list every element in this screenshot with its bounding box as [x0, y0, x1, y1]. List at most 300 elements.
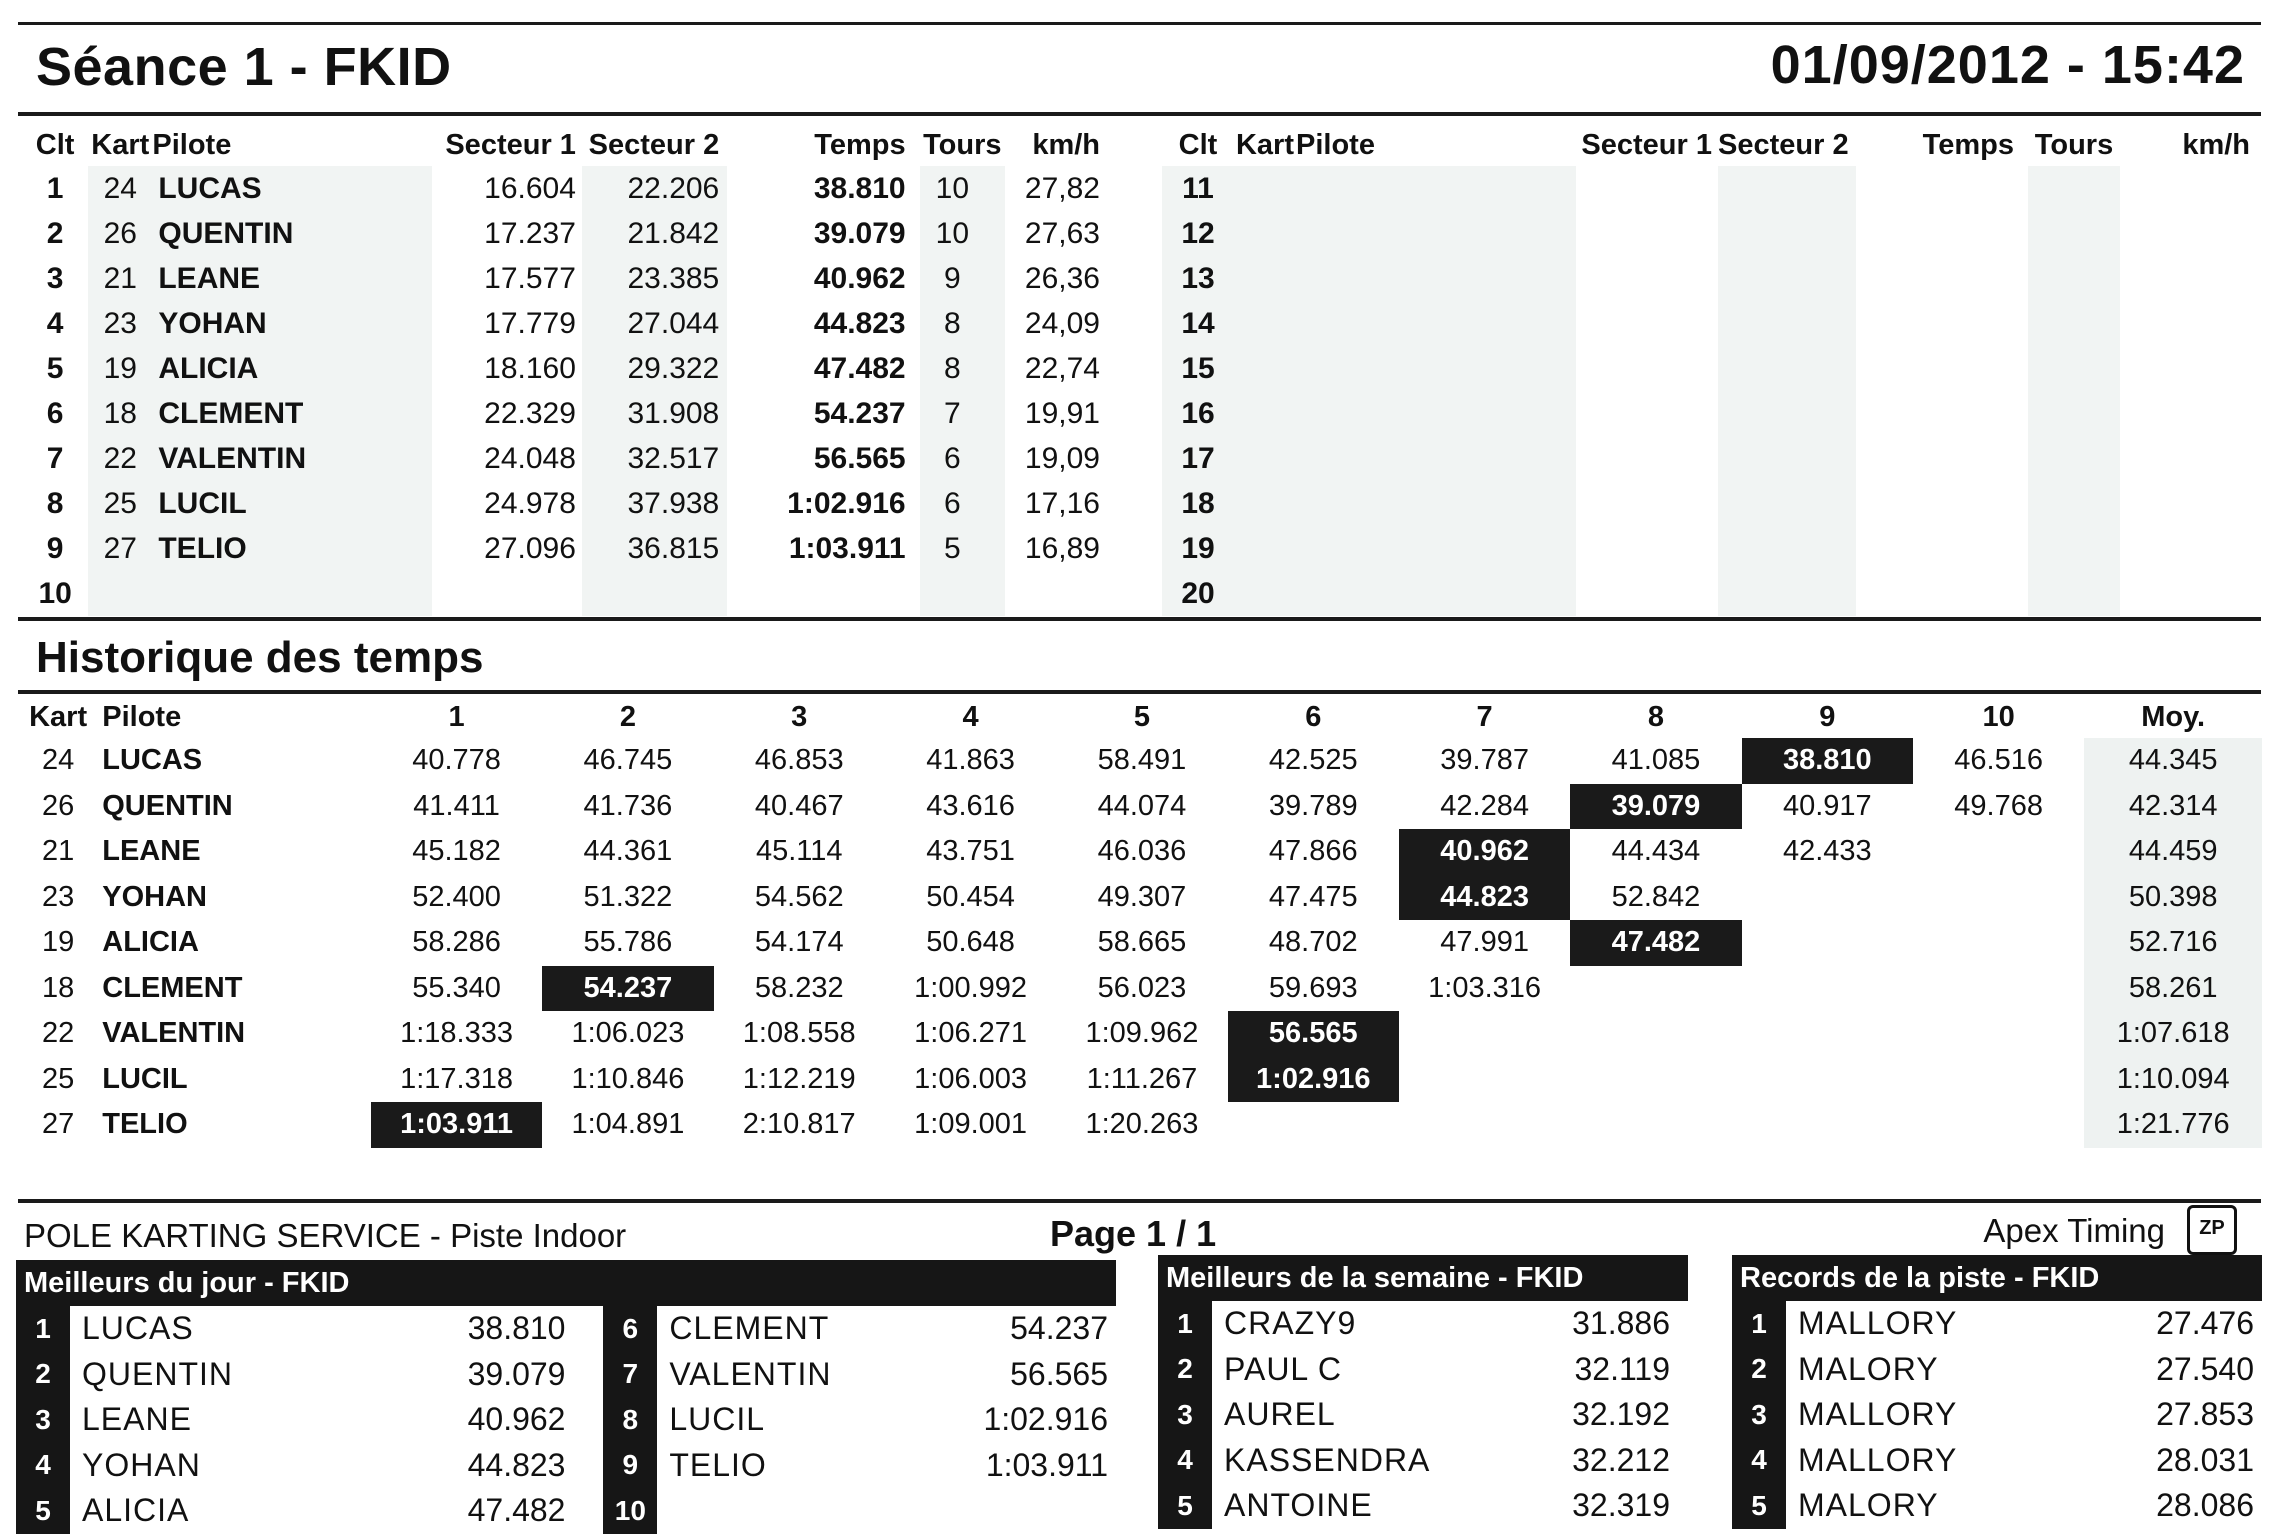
- history-pilot: CLEMENT: [102, 971, 243, 1004]
- result-speed: 26,36: [1024, 261, 1100, 295]
- history-lap: [1742, 1102, 1913, 1148]
- history-lap: [1399, 1057, 1570, 1103]
- history-lap: 47.991: [1440, 926, 1529, 959]
- history-kart: 27: [41, 1108, 75, 1141]
- result-sector1: 27.096: [484, 531, 576, 565]
- rank-badge: 2: [16, 1352, 70, 1398]
- result-rank: 20: [1162, 571, 1234, 616]
- history-col-lap: 1: [448, 700, 465, 733]
- history-lap: 1:12.219: [742, 1062, 856, 1095]
- best-week-row: [1158, 1301, 1678, 1347]
- result-time: 44.823: [813, 306, 906, 340]
- result-time: 38.810: [813, 171, 906, 205]
- result-row: [22, 391, 1112, 436]
- history-col-kart: Kart: [29, 700, 88, 733]
- history-lap: 1:06.003: [914, 1062, 1028, 1095]
- result-laps: 6: [920, 481, 1005, 526]
- history-lap: 46.745: [583, 744, 673, 777]
- best-day-panel: [16, 1260, 1116, 1534]
- result-rank: 6: [46, 396, 64, 430]
- result-pilot: LUCAS: [152, 166, 432, 211]
- best-time: 28.086: [2156, 1487, 2254, 1524]
- result-row-empty: [1162, 166, 2260, 211]
- result-row-empty: [1162, 436, 2260, 481]
- result-speed: 22,74: [1024, 351, 1100, 385]
- history-pilot: TELIO: [102, 1108, 188, 1141]
- history-lap: 48.702: [1268, 926, 1358, 959]
- driver-name: CLEMENT: [669, 1310, 830, 1347]
- history-lap: 40.917: [1782, 789, 1872, 822]
- best-time: 39.079: [467, 1355, 566, 1392]
- result-sector2: 36.815: [582, 526, 727, 571]
- result-sector2: [582, 571, 727, 616]
- best-week-list: [1158, 1301, 1678, 1529]
- history-lap: 58.491: [1097, 744, 1187, 777]
- result-time: [1856, 256, 2028, 301]
- history-lap: 43.751: [926, 835, 1015, 868]
- history-col-lap: 10: [1982, 700, 2015, 733]
- history-row: [22, 920, 2262, 966]
- driver-name: MALORY: [1798, 1487, 1939, 1524]
- best-day-row: [16, 1443, 573, 1489]
- result-row: [22, 571, 1112, 616]
- result-pilot: TELIO: [152, 526, 432, 571]
- best-time: 28.031: [2156, 1441, 2254, 1478]
- result-kart: [1234, 256, 1296, 301]
- history-lap: 1:08.558: [742, 1017, 856, 1050]
- results-header-row-right: [1162, 116, 2260, 166]
- history-lap: 45.114: [755, 835, 843, 868]
- result-sector2: [1718, 481, 1856, 526]
- result-pilot: [1296, 481, 1576, 526]
- result-sector2: [1718, 436, 1856, 481]
- rank-badge: 2: [1158, 1347, 1212, 1393]
- driver-name: YOHAN: [82, 1446, 201, 1483]
- best-time: 32.192: [1572, 1396, 1670, 1433]
- driver-name: LUCIL: [669, 1401, 766, 1438]
- rank-badge: 4: [1158, 1438, 1212, 1484]
- col-clt: Clt: [35, 129, 75, 161]
- history-col-lap: 8: [1647, 700, 1665, 733]
- result-sector1: [1576, 211, 1718, 256]
- result-pilot: [152, 571, 432, 616]
- history-lap: 39.787: [1440, 744, 1529, 777]
- rank-badge: 4: [16, 1443, 70, 1489]
- result-kart: 27: [88, 526, 152, 571]
- result-row: [22, 211, 1112, 256]
- brand-name: Apex Timing: [1983, 1212, 2165, 1249]
- best-week-row: [1158, 1483, 1678, 1529]
- result-kart: [1234, 166, 1296, 211]
- result-sector2: [1718, 571, 1856, 616]
- result-time: [1856, 481, 2028, 526]
- driver-name: [657, 1488, 946, 1534]
- history-lap: [1570, 1057, 1741, 1103]
- history-lap: 39.789: [1268, 789, 1358, 822]
- track-record-row: [1732, 1301, 2262, 1347]
- footer-rule: [18, 1199, 2261, 1203]
- driver-name: LUCAS: [82, 1310, 194, 1347]
- history-title: Historique des temps: [36, 633, 484, 682]
- result-sector2: [1718, 346, 1856, 391]
- result-rank: 14: [1162, 301, 1234, 346]
- history-col-moy: Moy.: [2141, 700, 2206, 733]
- driver-name: ALICIA: [82, 1492, 190, 1529]
- result-pilot: [1296, 526, 1576, 571]
- history-lap: 46.853: [754, 744, 844, 777]
- result-kart: [1234, 571, 1296, 616]
- history-col-lap: 6: [1305, 700, 1322, 733]
- result-sector1: [1576, 436, 1718, 481]
- history-lap: [1913, 1011, 2084, 1057]
- result-row: [22, 436, 1112, 481]
- history-lap-best: 38.810: [1742, 738, 1913, 784]
- result-rank: 19: [1162, 526, 1234, 571]
- best-week-row: [1158, 1392, 1678, 1438]
- history-lap: 44.361: [583, 835, 673, 868]
- history-lap: 41.411: [413, 789, 500, 822]
- driver-name: ANTOINE: [1224, 1487, 1373, 1524]
- track-records-title: Records de la piste - FKID: [1732, 1255, 2262, 1301]
- col-tours-right: Tours: [2034, 129, 2114, 161]
- history-lap: [1228, 1102, 1399, 1148]
- result-speed: [2120, 481, 2260, 526]
- result-laps: 7: [920, 391, 1005, 436]
- result-pilot: VALENTIN: [152, 436, 432, 481]
- result-row-empty: [1162, 481, 2260, 526]
- result-time: 1:02.916: [787, 486, 906, 520]
- history-lap: [1913, 875, 2084, 921]
- history-lap: 47.866: [1268, 835, 1358, 868]
- best-day-row: [603, 1397, 1116, 1443]
- best-time: 1:02.916: [983, 1401, 1108, 1438]
- top-rule: [18, 22, 2261, 25]
- col-secteur2: Secteur 2: [588, 129, 720, 161]
- result-sector2: 31.908: [582, 391, 727, 436]
- col-secteur1-right: Secteur 1: [1581, 129, 1712, 161]
- col-secteur2-right: Secteur 2: [1718, 129, 1849, 161]
- history-lap: 40.778: [412, 744, 501, 777]
- history-row: [22, 875, 2262, 921]
- result-row-empty: [1162, 391, 2260, 436]
- result-row: [22, 166, 1112, 211]
- venue-name: POLE KARTING SERVICE - Piste Indoor: [24, 1217, 627, 1254]
- result-time: [727, 571, 919, 616]
- result-sector1: 24.978: [484, 486, 576, 520]
- result-sector2: 27.044: [582, 301, 727, 346]
- result-kart: 18: [88, 391, 152, 436]
- result-laps: 9: [920, 256, 1005, 301]
- history-row: [22, 784, 2262, 830]
- best-time: 44.823: [467, 1446, 566, 1483]
- history-kart: 23: [41, 880, 75, 913]
- col-pilote: Pilote: [152, 129, 232, 161]
- best-day-row: [16, 1397, 573, 1443]
- driver-name: VALENTIN: [669, 1355, 832, 1392]
- result-time: 39.079: [813, 216, 906, 250]
- history-lap: 42.525: [1268, 744, 1358, 777]
- history-table: [22, 696, 2262, 1148]
- result-rank: 12: [1162, 211, 1234, 256]
- history-row: [22, 1011, 2262, 1057]
- history-lap: 52.400: [412, 880, 501, 913]
- result-laps: [2028, 301, 2120, 346]
- history-lap: 1:18.333: [400, 1017, 513, 1050]
- result-laps: [2028, 256, 2120, 301]
- result-row-empty: [1162, 346, 2260, 391]
- history-lap: [1742, 1057, 1913, 1103]
- result-laps: 6: [920, 436, 1005, 481]
- best-week-row: [1158, 1438, 1678, 1484]
- result-laps: 5: [920, 526, 1005, 571]
- best-time: 27.853: [2156, 1396, 2254, 1433]
- history-kart: 25: [41, 1062, 75, 1095]
- history-pilot: LUCIL: [102, 1062, 188, 1095]
- result-laps: [2028, 211, 2120, 256]
- best-day-row: [603, 1443, 1116, 1489]
- result-rank: 4: [46, 306, 64, 340]
- track-records-list: [1732, 1301, 2262, 1529]
- results-bottom-rule: [18, 617, 2261, 621]
- result-pilot: YOHAN: [152, 301, 432, 346]
- session-title: Séance 1 - FKID: [36, 37, 452, 97]
- result-sector1: 17.237: [484, 216, 576, 250]
- result-sector1: [1576, 526, 1718, 571]
- result-laps: 10: [920, 211, 1005, 256]
- history-lap: [1570, 966, 1741, 1012]
- history-average: 42.314: [2084, 784, 2262, 830]
- rank-badge: 5: [1158, 1483, 1212, 1529]
- history-lap: 58.286: [412, 926, 501, 959]
- history-lap: 44.434: [1611, 835, 1701, 868]
- rank-badge: 5: [1732, 1483, 1786, 1529]
- best-day-title: Meilleurs du jour - FKID: [16, 1260, 1116, 1306]
- history-lap: 44.074: [1097, 789, 1187, 822]
- history-row: [22, 1057, 2262, 1103]
- page-indicator: Page 1 / 1: [1050, 1213, 1217, 1254]
- driver-name: CRAZY9: [1224, 1305, 1357, 1342]
- history-lap: 42.284: [1440, 789, 1529, 822]
- best-time: 54.237: [1010, 1310, 1108, 1347]
- rank-badge: 10: [603, 1488, 657, 1534]
- result-speed: [2120, 256, 2260, 301]
- history-average: 58.261: [2084, 966, 2262, 1012]
- best-day-row: [603, 1306, 1116, 1352]
- best-day-row: [16, 1488, 573, 1534]
- history-lap: 1:09.001: [914, 1108, 1028, 1141]
- history-lap: 58.232: [754, 971, 844, 1004]
- col-temps-right: Temps: [1922, 129, 2014, 161]
- result-sector2: 29.322: [582, 346, 727, 391]
- history-lap: 50.648: [926, 926, 1015, 959]
- result-kart: [1234, 211, 1296, 256]
- result-sector1: [1576, 481, 1718, 526]
- result-sector1: 17.577: [484, 261, 576, 295]
- history-lap: [1913, 829, 2084, 875]
- result-row-empty: [1162, 526, 2260, 571]
- history-lap: 49.307: [1097, 880, 1187, 913]
- result-row-empty: [1162, 211, 2260, 256]
- col-kart: Kart: [91, 129, 150, 161]
- history-lap-best: 1:03.911: [371, 1102, 542, 1148]
- rank-badge: 2: [1732, 1347, 1786, 1393]
- history-lap: [1742, 1011, 1913, 1057]
- col-clt-right: Clt: [1178, 129, 1218, 161]
- result-pilot: ALICIA: [152, 346, 432, 391]
- result-laps: [2028, 346, 2120, 391]
- history-lap: 1:09.962: [1085, 1017, 1199, 1050]
- result-speed: [2120, 391, 2260, 436]
- result-kart: [1234, 391, 1296, 436]
- result-pilot: [1296, 571, 1576, 616]
- best-time: 40.962: [467, 1401, 566, 1438]
- history-lap: [1399, 1011, 1570, 1057]
- history-lap: 55.340: [412, 971, 501, 1004]
- history-lap: 49.768: [1954, 789, 2043, 822]
- result-row: [22, 481, 1112, 526]
- result-time: [1856, 526, 2028, 571]
- history-lap: 46.036: [1097, 835, 1187, 868]
- history-lap: 1:06.023: [571, 1017, 685, 1050]
- history-lap-best: 39.079: [1570, 784, 1741, 830]
- col-pilote-right: Pilote: [1296, 129, 1375, 161]
- history-lap: [1570, 1011, 1741, 1057]
- result-sector1: 16.604: [484, 171, 576, 205]
- result-kart: 19: [88, 346, 152, 391]
- history-lap: [1570, 1102, 1741, 1148]
- result-speed: 16,89: [1024, 531, 1100, 565]
- history-row: [22, 1102, 2262, 1148]
- track-record-row: [1732, 1347, 2262, 1393]
- track-record-row: [1732, 1483, 2262, 1529]
- history-lap: 58.665: [1097, 926, 1187, 959]
- history-kart: 26: [41, 789, 75, 822]
- result-laps: [2028, 571, 2120, 616]
- col-kmh-right: km/h: [2182, 129, 2250, 161]
- result-rank: 17: [1162, 436, 1234, 481]
- result-time: [1856, 301, 2028, 346]
- result-pilot: [1296, 301, 1576, 346]
- history-lap: [1399, 1102, 1570, 1148]
- history-lap: 41.863: [926, 744, 1015, 777]
- result-kart: 21: [88, 256, 152, 301]
- result-sector2: 22.206: [582, 166, 727, 211]
- history-pilot: ALICIA: [102, 926, 199, 959]
- rank-badge: 7: [603, 1352, 657, 1398]
- rank-badge: 1: [1158, 1301, 1212, 1347]
- result-kart: [1234, 526, 1296, 571]
- history-average: 52.716: [2084, 920, 2262, 966]
- result-speed: 24,09: [1024, 306, 1100, 340]
- result-sector2: [1718, 256, 1856, 301]
- history-lap: 1:20.263: [1085, 1108, 1199, 1141]
- results-table-right: [1162, 116, 2260, 616]
- result-rank: 18: [1162, 481, 1234, 526]
- result-pilot: LUCIL: [152, 481, 432, 526]
- result-rank: 8: [46, 486, 64, 520]
- col-secteur1: Secteur 1: [445, 129, 576, 161]
- history-col-pilote: Pilote: [102, 700, 182, 733]
- history-lap-best: 1:02.916: [1228, 1057, 1399, 1103]
- rank-badge: 8: [603, 1397, 657, 1443]
- history-lap: 43.616: [926, 789, 1015, 822]
- history-kart: 22: [41, 1017, 75, 1050]
- result-pilot: [1296, 256, 1576, 301]
- driver-name: MALORY: [1798, 1350, 1939, 1387]
- best-day-left-list: [16, 1306, 573, 1534]
- driver-name: MALLORY: [1798, 1396, 1958, 1433]
- history-col-lap: 4: [962, 700, 979, 733]
- result-time: [1856, 346, 2028, 391]
- result-time: 54.237: [813, 396, 906, 430]
- history-lap: 1:04.891: [571, 1108, 685, 1141]
- history-col-lap: 7: [1476, 700, 1493, 733]
- result-kart: [1234, 436, 1296, 481]
- result-time: 47.482: [813, 351, 906, 385]
- history-lap: 45.182: [412, 835, 501, 868]
- result-rank: 15: [1162, 346, 1234, 391]
- result-laps: [2028, 481, 2120, 526]
- result-pilot: [1296, 211, 1576, 256]
- result-pilot: [1296, 346, 1576, 391]
- result-sector1: [1576, 571, 1718, 616]
- result-sector2: [1718, 211, 1856, 256]
- history-lap: 1:17.318: [400, 1062, 513, 1095]
- result-kart: 25: [88, 481, 152, 526]
- history-lap: 41.736: [583, 789, 673, 822]
- result-speed: [2120, 526, 2260, 571]
- col-kart-right: Kart: [1235, 129, 1294, 161]
- result-rank: 1: [46, 171, 64, 205]
- result-sector1: 18.160: [484, 351, 576, 385]
- best-time: 56.565: [1010, 1355, 1108, 1392]
- history-col-lap: 3: [791, 700, 808, 733]
- apex-logo-icon: ZP: [2187, 1205, 2237, 1255]
- result-laps: [2028, 166, 2120, 211]
- rank-badge: 1: [16, 1306, 70, 1352]
- best-day-row: [603, 1352, 1116, 1398]
- history-pilot: QUENTIN: [102, 789, 233, 822]
- rank-badge: 6: [603, 1306, 657, 1352]
- best-day-row: [16, 1352, 573, 1398]
- history-lap: 1:00.992: [914, 971, 1028, 1004]
- result-time: 56.565: [813, 441, 906, 475]
- history-col-lap: 2: [619, 700, 636, 733]
- result-sector1: [432, 571, 582, 616]
- history-lap: [1913, 920, 2084, 966]
- history-lap: [1913, 1102, 2084, 1148]
- best-time: 32.212: [1572, 1441, 1670, 1478]
- driver-name: QUENTIN: [82, 1355, 233, 1392]
- result-sector2: 23.385: [582, 256, 727, 301]
- result-sector2: [1718, 301, 1856, 346]
- driver-name: AUREL: [1224, 1396, 1336, 1433]
- history-lap-best: 44.823: [1399, 875, 1570, 921]
- best-time: 31.886: [1572, 1305, 1670, 1342]
- result-rank: 3: [46, 261, 64, 295]
- result-time: [1856, 211, 2028, 256]
- track-records-panel: [1732, 1255, 2262, 1529]
- history-pilot: VALENTIN: [102, 1017, 246, 1050]
- rank-badge: 3: [1732, 1392, 1786, 1438]
- history-col-lap: 5: [1133, 700, 1150, 733]
- history-lap: 1:10.846: [571, 1062, 685, 1095]
- result-time: [1856, 436, 2028, 481]
- result-rank: 9: [46, 531, 64, 565]
- result-speed: [2120, 571, 2260, 616]
- result-kart: 24: [88, 166, 152, 211]
- rank-badge: 3: [16, 1397, 70, 1443]
